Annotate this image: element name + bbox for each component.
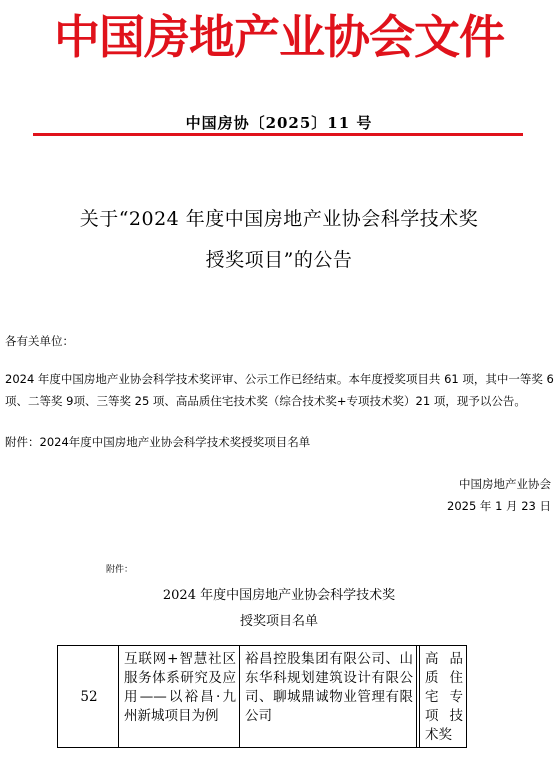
issue-date: 2025 年 1 月 23 日 <box>447 499 551 513</box>
red-separator-line <box>33 133 523 136</box>
issuer-name: 中国房地产业协会 <box>459 477 551 491</box>
project-name-text: 互联网+智慧社区服务体系研究及应用——以裕昌·九州新城项目为例 <box>124 651 236 724</box>
table-row <box>58 646 467 748</box>
appendix-label: 附件： <box>106 565 134 575</box>
award-category <box>420 646 467 748</box>
announcement-title-line-1: 关于“2024 年度中国房地产业协会科学技术奖 <box>79 208 479 230</box>
attachment-reference: 附件：2024年度中国房地产业协会科学技术奖授奖项目名单 <box>5 435 311 449</box>
document-number: 中国房协〔2025〕11 号 <box>185 114 373 132</box>
completing-units-text: 裕昌控股集团有限公司、山东华科规划建筑设计有限公司、聊城鼎诚物业管理有限公司 <box>245 651 413 724</box>
row-number: 52 <box>58 646 119 748</box>
award-category-text: 高品质住宅专项技术奖 <box>425 651 463 743</box>
award-list-table <box>57 645 467 748</box>
completing-units <box>240 646 417 748</box>
project-name <box>119 646 240 748</box>
document-masthead: 中国房地产业协会文件 <box>54 10 504 64</box>
announcement-title-line-2: 授奖项目”的公告 <box>205 249 353 271</box>
announcement-body: 2024 年度中国房地产业协会科学技术奖评审、公示工作已经结束。本年度授奖项目共 61 项，其中一等奖 6 项、二等奖 9项、三等奖 25 项、高品质住宅技术奖（综合技术奖+专项技术奖）21 项，现予以公告。 <box>5 372 554 408</box>
appendix-title-line-1: 2024 年度中国房地产业协会科学技术奖 <box>162 588 396 603</box>
appendix-title-line-2: 授奖项目名单 <box>239 614 318 629</box>
salutation: 各有关单位： <box>5 334 74 348</box>
